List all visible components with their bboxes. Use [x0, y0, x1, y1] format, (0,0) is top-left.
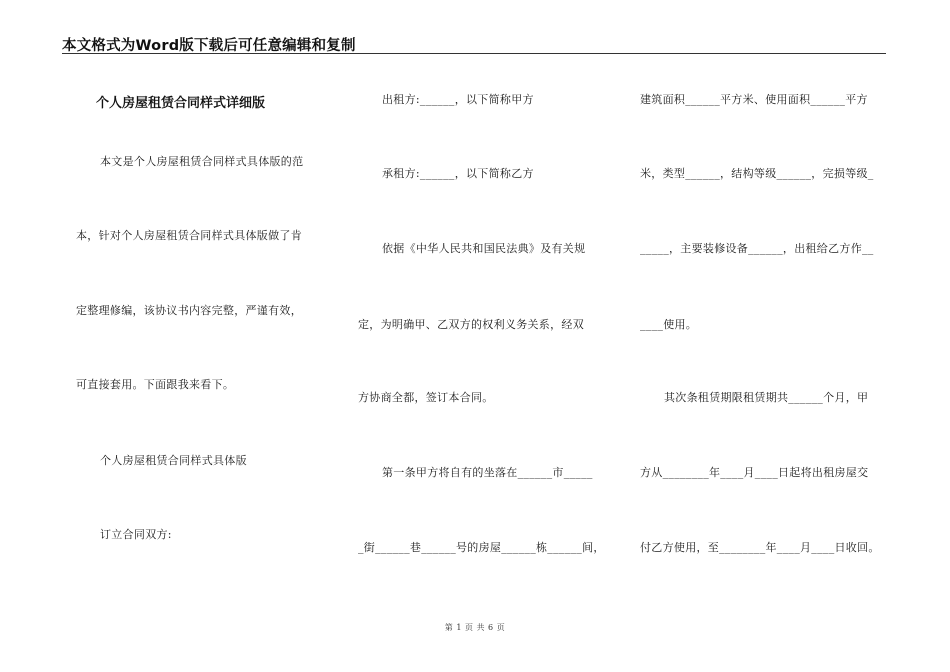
- paragraph-line: _街______巷______号的房屋______栋______间，: [358, 541, 605, 554]
- document-title: 个人房屋租赁合同样式详细版: [96, 96, 266, 111]
- section-heading: 个人房屋租赁合同样式具体版: [100, 454, 247, 467]
- paragraph-line: 第一条甲方将自有的坐落在______市_____: [382, 466, 593, 479]
- paragraph-line: 建筑面积______平方米、使用面积______平方: [640, 93, 868, 106]
- paragraph-line: 本文是个人房屋租赁合同样式具体版的范: [100, 155, 304, 168]
- paragraph-line: 依据《中华人民共和国民法典》及有关规: [382, 242, 586, 255]
- paragraph-line: 定，为明确甲、乙双方的权利义务关系，经双: [358, 318, 584, 331]
- paragraph-line: 本，针对个人房屋租赁合同样式具体版做了肯: [76, 229, 302, 242]
- paragraph-line: 出租方:______，以下简称甲方: [382, 93, 534, 106]
- paragraph-line: 承租方:______，以下简称乙方: [382, 167, 534, 180]
- document-header: 本文格式为Word版下载后可任意编辑和复制: [62, 38, 356, 54]
- paragraph-line: ____使用。: [640, 318, 698, 331]
- paragraph-line: 方从________年____月____日起将出租房屋交: [640, 466, 869, 479]
- paragraph-line: 可直接套用。下面跟我来看下。: [76, 378, 235, 391]
- header-divider: [62, 53, 886, 54]
- paragraph-line: 定整理修编，该协议书内容完整，严谨有效，: [76, 304, 302, 317]
- page-number: 第 1 页 共 6 页: [444, 623, 506, 632]
- paragraph-line: 其次条租赁期限租赁期共______个月，甲: [664, 391, 869, 404]
- paragraph-line: 方协商全都，签订本合同。: [358, 391, 494, 404]
- paragraph-line: 米，类型______，结构等级______，完损等级_: [640, 167, 874, 180]
- paragraph-line: 订立合同双方:: [100, 528, 172, 541]
- paragraph-line: 付乙方使用，至________年____月____日收回。: [640, 541, 880, 554]
- paragraph-line: _____，主要装修设备______，出租给乙方作__: [640, 242, 874, 255]
